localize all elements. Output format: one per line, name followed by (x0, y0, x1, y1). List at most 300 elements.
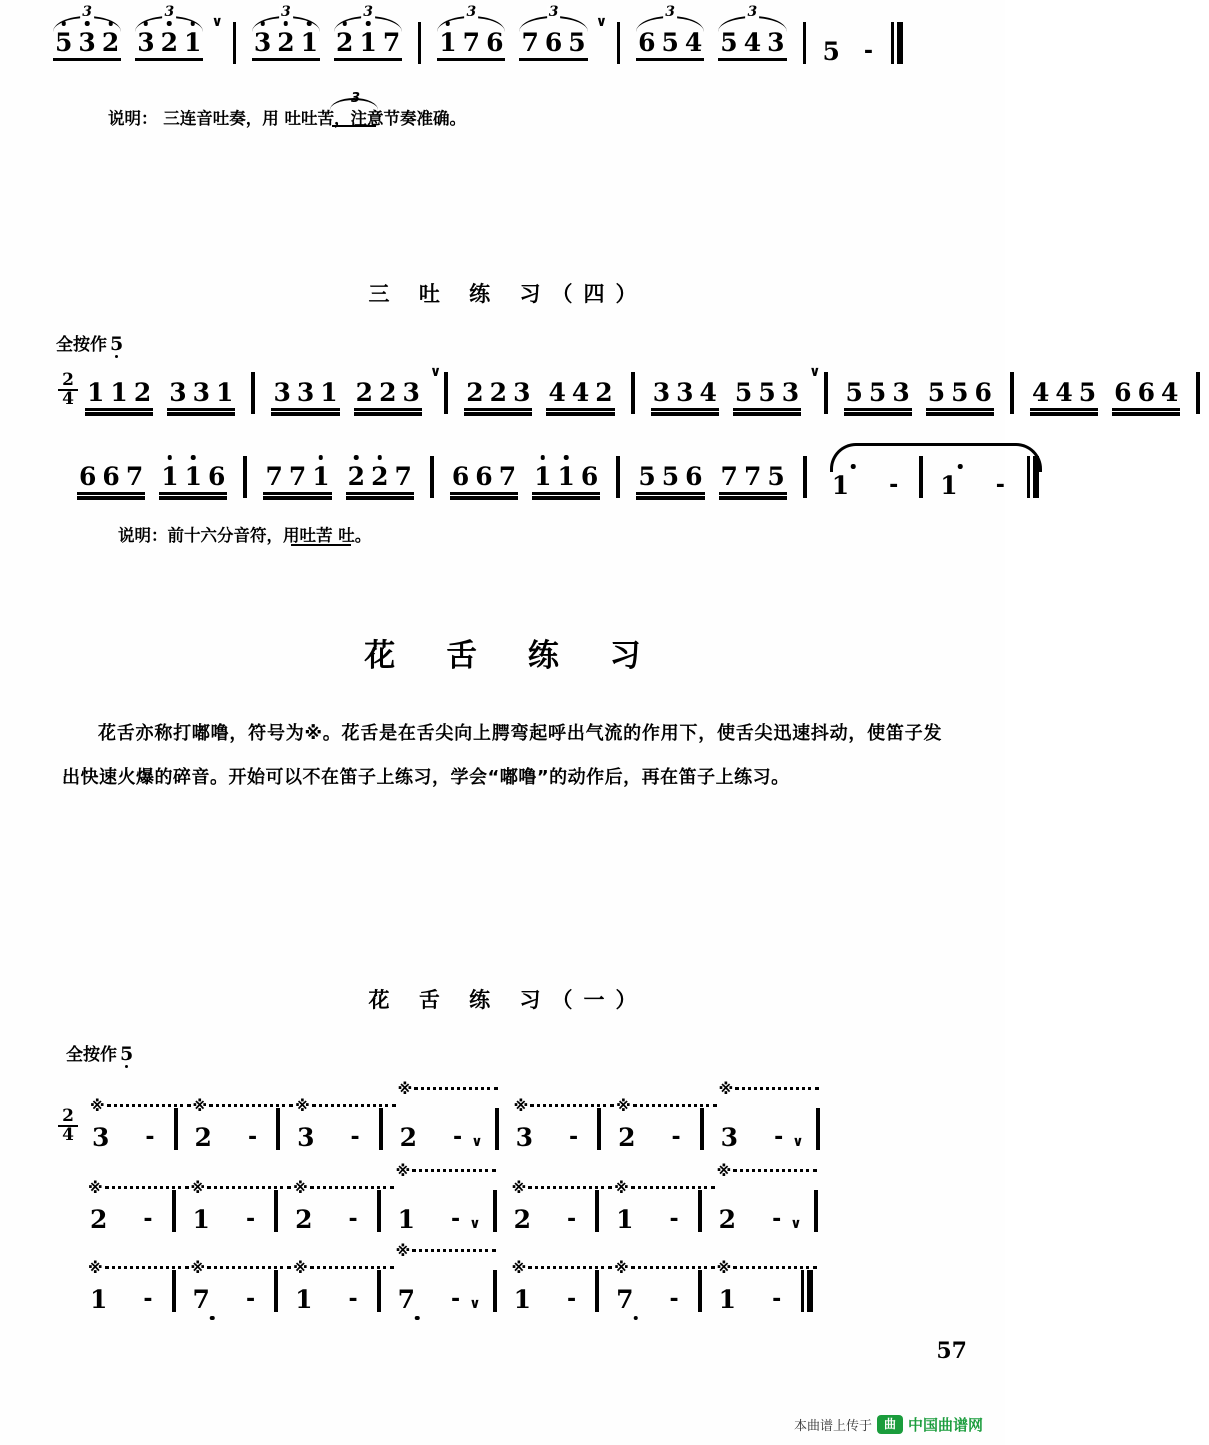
flutter-dotted-line (312, 1104, 396, 1107)
note: 7 (125, 462, 144, 491)
note-group (262, 464, 332, 498)
note: 2 (295, 1205, 313, 1234)
tie-arc (830, 443, 1042, 472)
note: 5 (568, 28, 586, 57)
flutter-symbol: ※ (190, 1179, 206, 1197)
flutter-tongue-mark (88, 1181, 189, 1196)
measure (187, 1179, 264, 1234)
barline (698, 1190, 702, 1232)
flutter-symbol: ※ (616, 1097, 631, 1115)
note-group (158, 464, 228, 498)
instruction-text-triplet: 说明： 三连音吐奏，用 吐吐苦，注意节奏准确。 3 (108, 91, 466, 128)
note: 1 (90, 1285, 108, 1314)
note: 2 (274, 30, 297, 55)
measure (510, 1097, 587, 1152)
footer-prefix: 本曲谱上传于 (793, 1419, 872, 1434)
flutter-symbol: ※ (293, 1179, 308, 1197)
note: 3 (513, 378, 531, 407)
note: 5 (734, 378, 753, 407)
note: 4 (699, 378, 717, 407)
flutter-symbol: ※ (614, 1259, 629, 1277)
note: 1 (298, 30, 321, 55)
flutter-dotted-line (733, 1266, 817, 1269)
dash: - (772, 1207, 782, 1232)
barline (274, 1270, 278, 1312)
instruction-text-santu: 说明：前十六分音符，用吐苦 吐。 (118, 526, 372, 545)
dash: - (453, 1125, 463, 1150)
key-label-santu (56, 330, 123, 355)
staff-row-flutter-3 (58, 1242, 815, 1314)
note: 3 (676, 378, 694, 407)
note-group (732, 380, 802, 414)
flutter-dotted-line (207, 1186, 291, 1189)
flutter-dotted-line (207, 1266, 291, 1269)
breath-mark: ∨ (469, 1216, 481, 1232)
flutter-tongue-mark (90, 1099, 191, 1114)
measure (189, 1097, 266, 1152)
note: 3 (296, 378, 315, 407)
note: 7 (265, 462, 283, 491)
flutter-dotted-line (528, 1186, 612, 1189)
measure (291, 1097, 368, 1152)
triplet-number: 3 (466, 4, 477, 20)
measure (86, 1097, 163, 1152)
note-group (531, 464, 601, 498)
dash: - (143, 1207, 153, 1232)
barline (430, 456, 434, 498)
measure (289, 1259, 366, 1314)
flutter-symbol: ※ (614, 1179, 629, 1197)
flutter-dotted-line (528, 1266, 612, 1269)
note: 5 (758, 378, 776, 407)
measure (817, 39, 880, 64)
flutter-dotted-line (530, 1104, 614, 1107)
note: 7 (743, 462, 762, 491)
note: 6 (102, 462, 120, 491)
flutter-tongue-mark (396, 1244, 497, 1259)
flutter-tongue-mark (512, 1261, 613, 1276)
breath-mark: ∨ (429, 364, 442, 380)
note-group (134, 4, 204, 64)
note-group (843, 380, 913, 414)
dash: - (774, 1125, 784, 1150)
note: 1 (181, 30, 204, 55)
breath-mark: ∨ (792, 1134, 804, 1150)
note: 5 (661, 28, 679, 57)
note: 7 (382, 28, 401, 57)
note: 7 (288, 462, 307, 491)
note: 1 (320, 378, 338, 407)
chapter-paragraph-huashe: 花舌亦称打嘟噜，符号为※。花舌是在舌尖向上腭弯起呼出气流的作用下，使舌尖迅速抖动，使笛子发出快速火爆的碎音。开始可以不在笛子上练习，学会“嘟噜”的动作后，再在笛子上练习。 (62, 723, 942, 788)
barline (172, 1270, 176, 1312)
note-group (449, 464, 519, 498)
measure (713, 1259, 790, 1314)
note-group (353, 380, 423, 414)
note-group (717, 4, 787, 64)
note: 6 (475, 462, 493, 491)
note: 2 (99, 30, 122, 55)
note: 3 (652, 378, 671, 407)
flutter-tongue-mark (396, 1164, 497, 1179)
note: 3 (892, 378, 910, 407)
triplet-number: 3 (747, 4, 758, 20)
barline (174, 1108, 178, 1150)
barline (233, 22, 236, 64)
measure (84, 1179, 161, 1234)
flutter-symbol: ※ (511, 1259, 527, 1277)
flutter-dotted-line (735, 1087, 819, 1090)
flutter-dotted-line (631, 1266, 715, 1269)
note: 3 (75, 30, 98, 55)
barline (824, 372, 828, 414)
note-group (333, 4, 403, 64)
dash: - (350, 1125, 360, 1150)
note-group (925, 380, 995, 414)
barline (172, 1190, 176, 1232)
time-signature (58, 1108, 78, 1152)
flutter-tongue-mark (191, 1181, 292, 1196)
final-barline (891, 22, 903, 64)
flutter-symbol: ※ (716, 1162, 732, 1180)
note: 3 (515, 1123, 533, 1152)
note-group (270, 380, 340, 414)
note: 3 (720, 1123, 739, 1152)
triplet-number: 3 (281, 4, 291, 20)
flutter-symbol: ※ (192, 1097, 208, 1115)
barline (377, 1270, 381, 1312)
note: 4 (571, 378, 590, 407)
note-group (52, 4, 122, 64)
breath-mark: ∨ (469, 1296, 481, 1312)
note: 5 (951, 378, 969, 407)
flutter-tongue-mark (293, 1181, 394, 1196)
note: 5 (868, 378, 887, 407)
note: 2 (513, 1205, 531, 1234)
flutter-tongue-mark (614, 1261, 715, 1276)
staff-row-santu-1 (58, 358, 1209, 416)
note: 2 (466, 378, 484, 407)
barline (444, 372, 448, 414)
flutter-symbol: ※ (88, 1259, 103, 1277)
triplet-bracket (634, 4, 706, 26)
barline (597, 1108, 601, 1150)
measure (610, 1259, 687, 1314)
note: 6 (685, 462, 703, 491)
note: 2 (194, 1123, 212, 1152)
note: 2 (133, 378, 152, 407)
note-group (635, 464, 705, 498)
note: 1 (309, 464, 332, 489)
barline (595, 1270, 599, 1312)
dash: - (348, 1287, 358, 1312)
note-group (635, 4, 705, 64)
barline (700, 1108, 704, 1150)
note: 5 (822, 37, 840, 66)
measure (392, 1242, 482, 1314)
dash: - (451, 1287, 461, 1312)
flutter-tongue-mark (717, 1164, 818, 1179)
flutter-dotted-line (733, 1169, 817, 1172)
note: 1 (436, 30, 459, 55)
note: 3 (273, 378, 291, 407)
flutter-dotted-line (310, 1266, 394, 1269)
dash: - (889, 473, 899, 498)
measure (508, 1179, 585, 1234)
note: 2 (595, 378, 613, 407)
barline (379, 1108, 383, 1150)
measure (289, 1179, 366, 1234)
measure (394, 1080, 484, 1152)
note-group (84, 380, 154, 414)
final-barline (801, 1270, 813, 1312)
note: 1 (216, 378, 234, 407)
flutter-tongue-mark (717, 1261, 818, 1276)
measure (715, 1080, 805, 1152)
key-label-note: 5 (107, 333, 123, 355)
note-group (1029, 380, 1099, 414)
flutter-symbol: ※ (513, 1097, 529, 1115)
note: 4 (548, 378, 566, 407)
flutter-dotted-line (412, 1169, 496, 1172)
time-signature-top: 2 (62, 370, 74, 390)
triplet-number: 3 (82, 4, 92, 20)
page-number: 57 (936, 1338, 967, 1364)
flutter-symbol: ※ (397, 1080, 413, 1098)
note: 3 (251, 30, 274, 55)
measure (508, 1259, 585, 1314)
dash: - (143, 1287, 153, 1312)
note: 6 (1114, 378, 1132, 407)
dash: - (451, 1207, 461, 1232)
barline (276, 1108, 280, 1150)
measure (713, 1162, 803, 1234)
flutter-tongue-mark (398, 1082, 499, 1097)
dash: - (772, 1287, 782, 1312)
time-signature-top: 2 (62, 1106, 74, 1126)
flutter-symbol: ※ (293, 1259, 308, 1277)
note: 6 (544, 28, 563, 57)
note: 1 (110, 378, 128, 407)
barline (698, 1270, 702, 1312)
dash: - (348, 1207, 358, 1232)
flutter-dotted-line (412, 1249, 496, 1252)
note: 7 (610, 1287, 661, 1312)
dash: - (145, 1125, 155, 1150)
note: 6 (79, 462, 97, 491)
key-label-prefix: 全按作 (66, 1045, 117, 1065)
note: 5 (845, 378, 863, 407)
note: 7 (392, 1287, 443, 1312)
measure (84, 1259, 161, 1314)
note: 1 (616, 1205, 634, 1234)
flutter-symbol: ※ (88, 1179, 103, 1197)
note: 5 (52, 30, 75, 55)
note: 5 (767, 462, 785, 491)
breath-mark: ∨ (211, 14, 223, 30)
key-label-prefix: 全按作 (56, 335, 107, 355)
note: 6 (451, 462, 470, 491)
key-label-huashe (66, 1040, 133, 1065)
note: 3 (781, 378, 800, 407)
dash: - (669, 1207, 679, 1232)
chapter-title-huashe: 花 舌 练 习 (364, 638, 661, 674)
barline (243, 456, 247, 498)
flutter-tongue-mark (293, 1261, 394, 1276)
staff-row-flutter-2 (58, 1162, 827, 1234)
footer-site-name: 中国曲谱网 (907, 1416, 983, 1434)
staff-row-flutter-1 (58, 1080, 829, 1152)
note: 4 (1055, 378, 1073, 407)
barline (1010, 372, 1014, 414)
flutter-dotted-line (310, 1186, 394, 1189)
note-group (650, 380, 720, 414)
barline (493, 1190, 497, 1232)
note-group (76, 464, 146, 498)
note: 4 (1160, 378, 1179, 407)
note: 5 (638, 462, 656, 491)
barline (803, 22, 806, 64)
dash: - (566, 1287, 577, 1312)
flutter-dotted-line (631, 1186, 715, 1189)
flutter-symbol: ※ (90, 1097, 105, 1115)
breath-mark: ∨ (809, 364, 821, 380)
time-signature-bottom: 4 (58, 1125, 78, 1144)
triplet-number-inline: 3 (351, 91, 361, 106)
flutter-symbol: ※ (395, 1242, 411, 1260)
triplet-number: 3 (164, 4, 175, 20)
note: 1 (555, 464, 578, 489)
note: 1 (356, 30, 379, 55)
note: 6 (974, 378, 992, 407)
flutter-dotted-line (633, 1104, 717, 1107)
note: 2 (158, 30, 181, 55)
flutter-dotted-line (209, 1104, 293, 1107)
flutter-tongue-mark (614, 1181, 715, 1196)
section-title-santu-4: 三 吐 练 习（四） (368, 282, 648, 306)
dash: - (245, 1287, 256, 1312)
key-label-note: 5 (117, 1043, 133, 1065)
barline (814, 1190, 818, 1232)
dash: - (671, 1125, 681, 1150)
note: 2 (399, 1123, 418, 1152)
note: 7 (521, 28, 539, 57)
measure (828, 473, 909, 498)
qupu-logo-icon (877, 1415, 903, 1434)
note: 1 (182, 464, 205, 489)
note: 3 (192, 378, 211, 407)
note: 5 (720, 28, 738, 57)
note: 6 (486, 28, 504, 57)
note: 6 (1137, 378, 1155, 407)
note: 7 (462, 28, 481, 57)
note: 6 (580, 462, 599, 491)
note: 1 (397, 1205, 416, 1234)
note-group (1111, 380, 1181, 414)
note: 3 (767, 28, 785, 57)
flutter-dotted-line (414, 1087, 498, 1090)
flutter-tongue-mark (88, 1261, 189, 1276)
note: 3 (297, 1123, 315, 1152)
section-title-huashe-1: 花 舌 练 习（一） (368, 988, 648, 1012)
note-group (345, 464, 415, 498)
triplet-bracket (716, 4, 788, 26)
flutter-symbol: ※ (395, 1162, 411, 1180)
flutter-symbol: ※ (718, 1080, 734, 1098)
dash: - (995, 473, 1005, 498)
measure (612, 1097, 689, 1152)
note: 2 (379, 378, 397, 407)
breath-mark: ∨ (471, 1134, 483, 1150)
note: 3 (402, 378, 420, 407)
barline (274, 1190, 278, 1232)
staff-row-triplet-tail (46, 4, 905, 66)
barline (1196, 372, 1200, 414)
dash: - (863, 39, 874, 64)
note: 3 (134, 30, 157, 55)
triplet-number: 3 (548, 4, 559, 20)
measure (187, 1259, 264, 1314)
underline-mark (291, 544, 351, 546)
barline (377, 1190, 381, 1232)
note: 2 (618, 1123, 636, 1152)
measure (610, 1179, 687, 1234)
note: 3 (92, 1123, 110, 1152)
staff-row-santu-2 (70, 442, 1041, 500)
measure (934, 473, 1015, 498)
note: 5 (1078, 378, 1097, 407)
note: 1 (531, 464, 554, 489)
note-group (436, 4, 506, 64)
note-group (463, 380, 533, 414)
barline (803, 456, 807, 498)
note: 1 (513, 1285, 531, 1314)
flutter-tongue-mark (295, 1099, 396, 1114)
triplet-bracket (517, 4, 589, 26)
note: 2 (345, 464, 368, 489)
note: 1 (934, 473, 985, 498)
note: 4 (684, 28, 703, 57)
note: 7 (498, 462, 517, 491)
note: 7 (720, 462, 738, 491)
note: 2 (368, 464, 391, 489)
footer-watermark (794, 1414, 983, 1435)
flutter-symbol: ※ (716, 1259, 732, 1277)
dash: - (245, 1207, 256, 1232)
underline-mark (332, 125, 376, 127)
note: 2 (333, 30, 356, 55)
note: 2 (90, 1205, 108, 1234)
flutter-tongue-mark (616, 1099, 717, 1114)
note-group (166, 380, 236, 414)
note: 4 (1031, 378, 1050, 407)
note: 6 (638, 28, 656, 57)
dash: - (669, 1287, 679, 1312)
barline (251, 372, 255, 414)
breath-mark: ∨ (790, 1216, 802, 1232)
flutter-symbol: ※ (190, 1259, 206, 1277)
barline (493, 1270, 497, 1312)
triplet-number: 3 (665, 4, 676, 20)
breath-mark: ∨ (595, 14, 608, 30)
note-group (251, 4, 321, 64)
note: 1 (87, 378, 105, 407)
dash: - (566, 1207, 577, 1232)
flutter-dotted-line (105, 1186, 189, 1189)
note: 7 (187, 1287, 238, 1312)
time-signature-bottom: 4 (58, 389, 78, 408)
barline (418, 22, 421, 64)
barline (595, 1190, 599, 1232)
